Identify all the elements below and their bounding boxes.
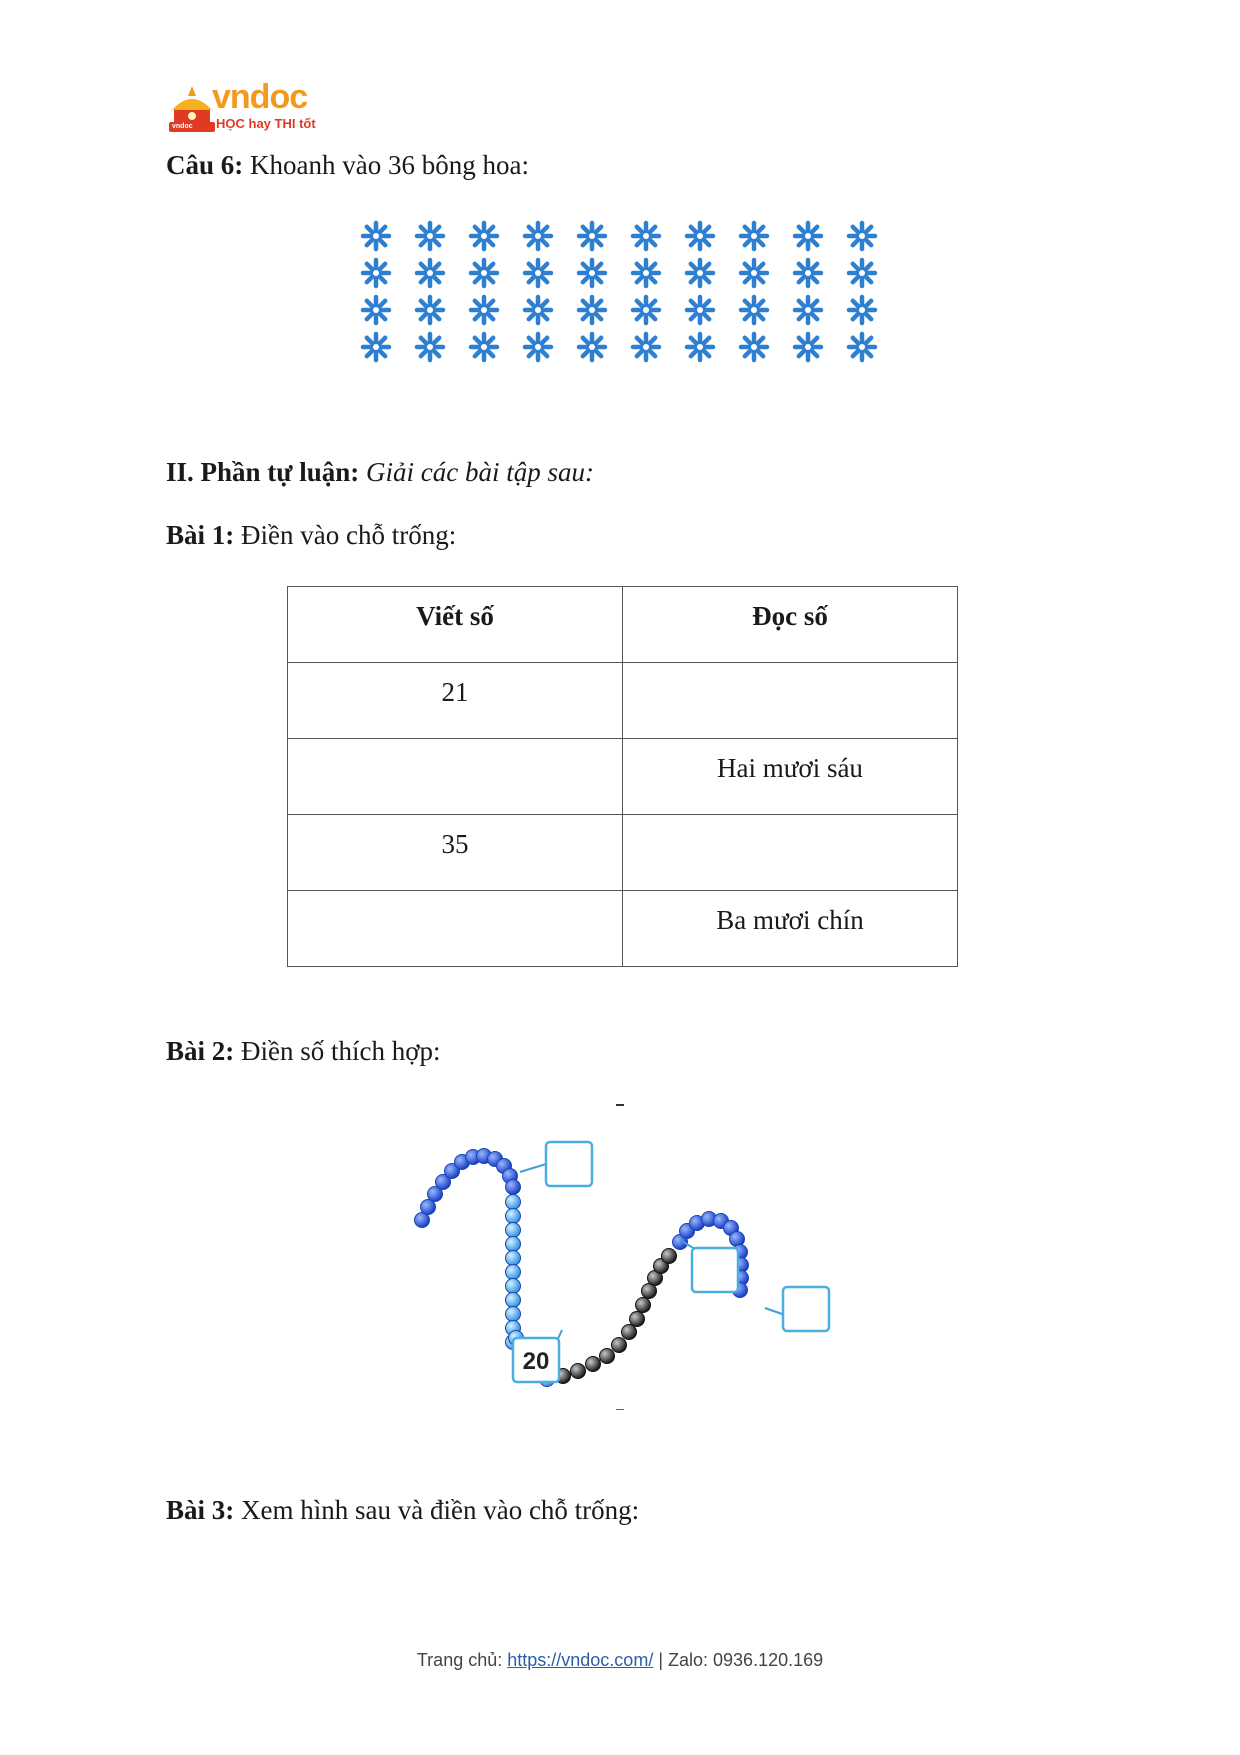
table-cell[interactable]: Ba mươi chín — [623, 891, 958, 967]
flower-icon[interactable] — [795, 334, 821, 360]
question-6 — [166, 150, 529, 181]
table-cell[interactable]: 35 — [288, 815, 623, 891]
bead — [636, 1298, 651, 1313]
flower-icon[interactable] — [579, 223, 605, 249]
flower-icon[interactable] — [525, 297, 551, 323]
flower-icon[interactable] — [849, 223, 875, 249]
bead — [622, 1325, 637, 1340]
bead — [662, 1249, 677, 1264]
logo-brand: vndoc — [212, 78, 308, 116]
exercise-3 — [166, 1495, 639, 1526]
flower-icon[interactable] — [633, 223, 659, 249]
exercise-2 — [166, 1036, 441, 1067]
bead — [506, 1237, 521, 1252]
flower-icon[interactable] — [525, 260, 551, 286]
bead — [730, 1232, 745, 1247]
flower-icon[interactable] — [849, 260, 875, 286]
exercise-2-text: Điền số thích hợp: — [234, 1036, 441, 1066]
footer-prefix: Trang chủ: — [416, 1650, 508, 1670]
flower-icon[interactable] — [417, 260, 443, 286]
bead — [571, 1364, 586, 1379]
table-cell[interactable]: 21 — [288, 663, 623, 739]
flower-icon[interactable] — [417, 297, 443, 323]
flower-icon[interactable] — [471, 334, 497, 360]
bead — [612, 1338, 627, 1353]
part-2-heading — [166, 457, 594, 488]
question-6-label: Câu 6: — [166, 150, 244, 180]
exercise-1 — [166, 520, 456, 551]
answer-box[interactable] — [546, 1142, 592, 1186]
exercise-1-label: Bài 1: — [166, 520, 235, 550]
flower-icon[interactable] — [363, 223, 389, 249]
bead — [506, 1180, 521, 1195]
flower-icon[interactable] — [579, 260, 605, 286]
exercise-2-label: Bài 2: — [166, 1036, 235, 1066]
flower-icon[interactable] — [741, 223, 767, 249]
flower-icon[interactable] — [363, 260, 389, 286]
bead — [506, 1293, 521, 1308]
flower-icon[interactable] — [795, 223, 821, 249]
flower-icon[interactable] — [525, 334, 551, 360]
flower-icon[interactable] — [471, 223, 497, 249]
bead — [506, 1223, 521, 1238]
bead — [506, 1195, 521, 1210]
bead-string-figure — [400, 1090, 840, 1410]
flower-icon[interactable] — [633, 297, 659, 323]
bead — [506, 1251, 521, 1266]
flower-icon[interactable] — [741, 334, 767, 360]
page-footer — [0, 1650, 1240, 1671]
flower-icon[interactable] — [363, 334, 389, 360]
bead — [506, 1209, 521, 1224]
vndoc-logo — [166, 80, 326, 140]
header-write-number: Viết số — [288, 587, 623, 663]
table-row — [288, 891, 958, 967]
flower-icon[interactable] — [525, 223, 551, 249]
flower-icon[interactable] — [417, 223, 443, 249]
table-cell[interactable]: Hai mươi sáu — [623, 739, 958, 815]
header-read-number: Đọc số — [623, 587, 958, 663]
bead — [630, 1312, 645, 1327]
table-header-row — [288, 587, 958, 663]
flower-icon[interactable] — [687, 260, 713, 286]
bead — [586, 1357, 601, 1372]
flower-icon[interactable] — [849, 297, 875, 323]
footer-link[interactable]: https://vndoc.com/ — [507, 1650, 654, 1670]
flower-icon[interactable] — [795, 260, 821, 286]
exercise-3-label: Bài 3: — [166, 1495, 235, 1525]
flower-icon[interactable] — [471, 297, 497, 323]
table-row — [288, 739, 958, 815]
flower-icon[interactable] — [687, 223, 713, 249]
table-row — [288, 663, 958, 739]
number-table — [287, 586, 958, 967]
flower-icon[interactable] — [471, 260, 497, 286]
flower-icon[interactable] — [741, 260, 767, 286]
exercise-3-text: Xem hình sau và điền vào chỗ trống: — [234, 1495, 640, 1525]
flower-icon[interactable] — [741, 297, 767, 323]
table-cell[interactable] — [288, 739, 623, 815]
table-row — [288, 815, 958, 891]
part-2-label: II. Phần tự luận: — [166, 457, 360, 487]
logo-badge: vndoc — [172, 123, 193, 130]
part-2-text: Giải các bài tập sau: — [359, 457, 594, 487]
flower-icon[interactable] — [579, 297, 605, 323]
flower-icon[interactable] — [795, 297, 821, 323]
bead — [506, 1307, 521, 1322]
table-cell[interactable] — [288, 891, 623, 967]
flower-icon[interactable] — [579, 334, 605, 360]
footer-suffix: | Zalo: 0936.120.169 — [653, 1650, 824, 1670]
flower-icon[interactable] — [687, 334, 713, 360]
flower-icon[interactable] — [633, 260, 659, 286]
logo-slogan: HỌC hay THI tốt — [216, 116, 316, 131]
flower-icon[interactable] — [363, 297, 389, 323]
answer-box[interactable] — [692, 1248, 738, 1292]
table-cell[interactable] — [623, 663, 958, 739]
question-6-text: Khoanh vào 36 bông hoa: — [243, 150, 529, 180]
flower-icon[interactable] — [849, 334, 875, 360]
exercise-1-text: Điền vào chỗ trống: — [234, 520, 457, 550]
answer-box[interactable] — [783, 1287, 829, 1331]
flower-grid — [358, 218, 898, 368]
flower-icon[interactable] — [417, 334, 443, 360]
bead — [600, 1349, 615, 1364]
start-number: 20 — [522, 1348, 550, 1375]
bead — [506, 1279, 521, 1294]
table-cell[interactable] — [623, 815, 958, 891]
flower-icon[interactable] — [687, 297, 713, 323]
flower-icon[interactable] — [633, 334, 659, 360]
bead — [506, 1265, 521, 1280]
